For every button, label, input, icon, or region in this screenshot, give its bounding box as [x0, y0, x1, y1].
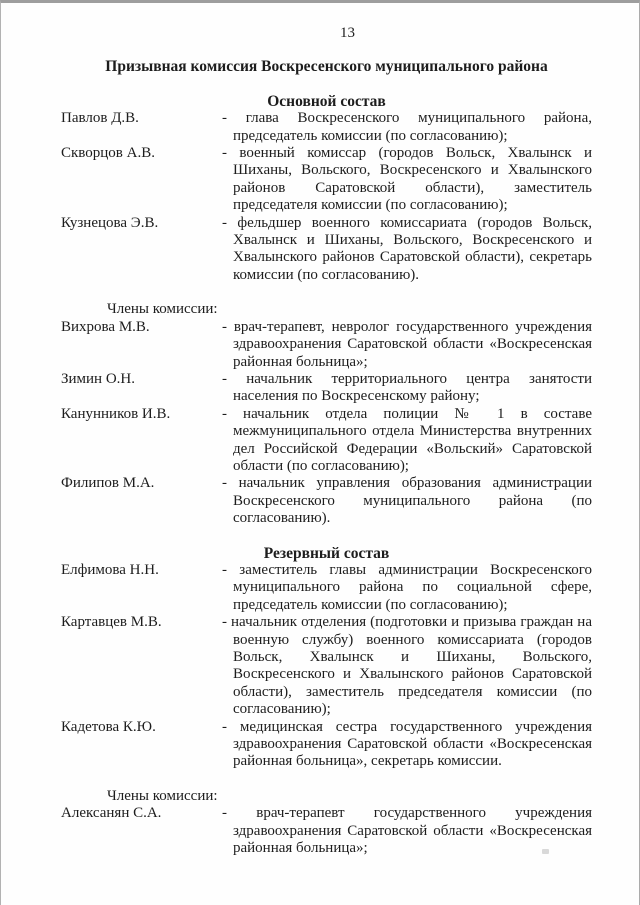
commission-entry: [61, 614, 592, 718]
commission-entry: [61, 215, 592, 285]
sections-container: [61, 93, 592, 858]
members-label: Члены комиссии:: [107, 301, 218, 318]
document-title: Призывная комиссия Воскресенского муниципального района: [105, 58, 548, 76]
member-role: - медицинская сестра государственного учреждения здравоохранения Саратовской области «Воскресенская районная больница», секретарь комиссии.: [222, 718, 592, 770]
page-number: 13: [340, 25, 355, 41]
commission-entry: [61, 475, 592, 527]
member-role: - врач-терапевт, невролог государственного учреждения здравоохранения Саратовской области «Воскресенская районная больница»;: [222, 318, 592, 370]
commission-entry: [61, 319, 592, 371]
commission-entry: [61, 406, 592, 476]
commission-entry: [61, 145, 592, 215]
member-role: - заместитель главы администрации Воскресенского муниципального района по социальной сфере, председатель комиссии (по согласованию);: [222, 561, 592, 613]
commission-entry: [61, 805, 592, 857]
member-name: Филипов М.А.: [61, 475, 155, 492]
member-name: Елфимова Н.Н.: [61, 561, 159, 578]
member-role: - врач-терапевт государственного учреждения здравоохранения Саратовской области «Воскресенская районная больница»;: [222, 805, 592, 857]
member-name: Канунников И.В.: [61, 405, 171, 422]
commission-entry: [61, 719, 592, 771]
commission-section-1: [61, 545, 592, 858]
commission-entry: [61, 562, 592, 614]
member-name: Алексанян С.А.: [61, 805, 162, 822]
member-role: - начальник отделения (подготовки и призыва граждан на военную службу) военного комиссариата (городов Вольск, Хвалынск и Шиханы, Вольского, Воскресенского и Хвалынского районов Саратовской области), заместитель председателя комиссии (по согласованию);: [222, 614, 592, 718]
member-role: - фельдшер военного комиссариата (городов Вольск, Хвалынск и Шиханы, Вольского, Воскресенского и Хвалынского районов Саратовской области), секретарь комиссии (по согласованию).: [222, 214, 592, 283]
member-name: Вихрова М.В.: [61, 318, 150, 335]
commission-entry: [61, 371, 592, 406]
member-name: Павлов Д.В.: [61, 110, 139, 127]
commission-entry: [61, 110, 592, 145]
commission-section-0: [61, 93, 592, 528]
scan-artifact: [542, 849, 549, 854]
member-name: Скворцов А.В.: [61, 145, 155, 162]
member-name: Картавцев М.В.: [61, 614, 162, 631]
member-role: - начальник отдела полиции № 1 в составе межмуниципального отдела Министерства внутренних дел Российской Федерации «Вольский» Саратовской области (по согласованию);: [222, 405, 592, 474]
member-name: Кадетова К.Ю.: [61, 718, 156, 735]
member-role: - начальник территориального центра занятости населения по Воскресенскому району;: [222, 370, 592, 405]
members-label: Члены комиссии:: [107, 787, 218, 804]
member-role: - военный комиссар (городов Вольск, Хвалынск и Шиханы, Вольского, Воскресенского и Хвалынского районов Саратовской области), заместитель председателя комиссии (по согласованию);: [222, 145, 592, 214]
section-heading: Основной состав: [267, 92, 386, 110]
section-heading: Резервный состав: [263, 544, 390, 562]
member-name: Кузнецова Э.В.: [61, 214, 159, 231]
member-name: Зимин О.Н.: [61, 370, 136, 387]
member-role: - глава Воскресенского муниципального района, председатель комиссии (по согласованию);: [222, 110, 592, 144]
member-role: - начальник управления образования администрации Воскресенского муниципального района (по согласованию).: [222, 475, 592, 527]
